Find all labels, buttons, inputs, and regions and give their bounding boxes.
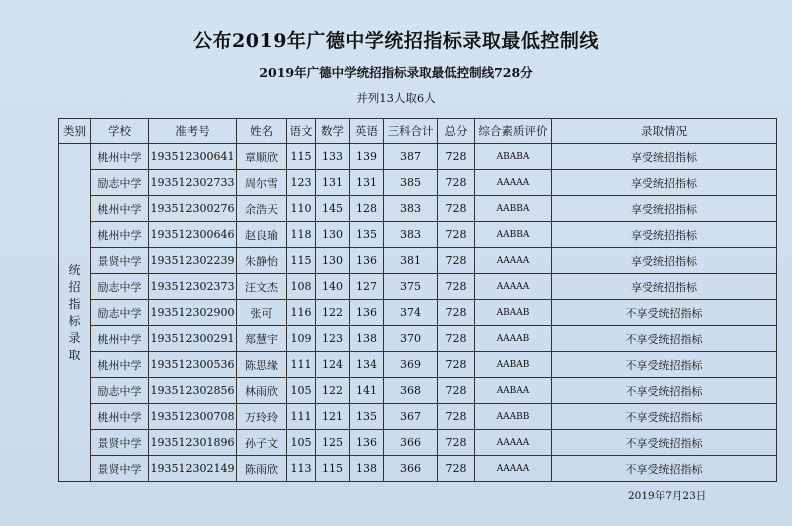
student-name-cell: 汪文杰 xyxy=(237,274,287,300)
student-name-cell: 章顺欣 xyxy=(237,144,287,170)
english-score-cell: 127 xyxy=(350,274,384,300)
english-score-cell: 136 xyxy=(350,248,384,274)
total-score-cell: 728 xyxy=(438,274,475,300)
evaluation-cell: AAABB xyxy=(475,404,552,430)
table-row xyxy=(59,326,777,352)
english-score-cell: 135 xyxy=(350,404,384,430)
evaluation-cell: AAAAA xyxy=(475,456,552,482)
total-score-cell: 728 xyxy=(438,404,475,430)
student-name-cell: 赵良瑜 xyxy=(237,222,287,248)
school-cell: 桃州中学 xyxy=(91,144,149,170)
evaluation-cell: AABAB xyxy=(475,352,552,378)
exam-number-cell: 193512302149 xyxy=(149,456,237,482)
math-score-cell: 122 xyxy=(316,300,350,326)
total-score-cell: 728 xyxy=(438,248,475,274)
admission-status-cell: 享受统招指标 xyxy=(552,170,777,196)
evaluation-cell: AAAAA xyxy=(475,248,552,274)
header-cell: 准考号 xyxy=(149,119,237,144)
table-row xyxy=(59,170,777,196)
school-cell: 桃州中学 xyxy=(91,352,149,378)
student-name-cell: 朱静怡 xyxy=(237,248,287,274)
student-name-cell: 郑慧宇 xyxy=(237,326,287,352)
evaluation-cell: AAAAA xyxy=(475,170,552,196)
three-subject-total-cell: 366 xyxy=(384,430,438,456)
exam-number-cell: 193512302900 xyxy=(149,300,237,326)
admission-note: 并列13人取6人 xyxy=(356,91,436,105)
exam-number-cell: 193512300291 xyxy=(149,326,237,352)
exam-number-cell: 193512302733 xyxy=(149,170,237,196)
school-cell: 桃州中学 xyxy=(91,404,149,430)
chinese-score-cell: 105 xyxy=(287,430,316,456)
english-score-cell: 136 xyxy=(350,430,384,456)
school-cell: 励志中学 xyxy=(91,300,149,326)
school-cell: 励志中学 xyxy=(91,170,149,196)
header-cell: 英语 xyxy=(350,119,384,144)
chinese-score-cell: 109 xyxy=(287,326,316,352)
school-cell: 励志中学 xyxy=(91,274,149,300)
evaluation-cell: AABBA xyxy=(475,222,552,248)
three-subject-total-cell: 385 xyxy=(384,170,438,196)
three-subject-total-cell: 383 xyxy=(384,196,438,222)
english-score-cell: 134 xyxy=(350,352,384,378)
table-row xyxy=(59,404,777,430)
chinese-score-cell: 113 xyxy=(287,456,316,482)
student-name-cell: 万玲玲 xyxy=(237,404,287,430)
header-cell: 录取情况 xyxy=(552,119,777,144)
admission-status-cell: 享受统招指标 xyxy=(552,196,777,222)
admission-status-cell: 享受统招指标 xyxy=(552,144,777,170)
english-score-cell: 138 xyxy=(350,326,384,352)
table-header-row xyxy=(59,119,777,144)
three-subject-total-cell: 387 xyxy=(384,144,438,170)
three-subject-total-cell: 370 xyxy=(384,326,438,352)
three-subject-total-cell: 381 xyxy=(384,248,438,274)
admission-status-cell: 不享受统招指标 xyxy=(552,378,777,404)
student-name-cell: 孙子文 xyxy=(237,430,287,456)
math-score-cell: 124 xyxy=(316,352,350,378)
school-cell: 桃州中学 xyxy=(91,196,149,222)
evaluation-cell: ABABA xyxy=(475,144,552,170)
school-cell: 桃州中学 xyxy=(91,222,149,248)
evaluation-cell: AAAAB xyxy=(475,326,552,352)
student-name-cell: 张可 xyxy=(237,300,287,326)
header-cell: 三科合计 xyxy=(384,119,438,144)
math-score-cell: 122 xyxy=(316,378,350,404)
student-name-cell: 陈雨欣 xyxy=(237,456,287,482)
math-score-cell: 130 xyxy=(316,248,350,274)
total-score-cell: 728 xyxy=(438,300,475,326)
english-score-cell: 136 xyxy=(350,300,384,326)
table-body xyxy=(59,144,777,482)
table-row xyxy=(59,274,777,300)
school-cell: 景贤中学 xyxy=(91,456,149,482)
chinese-score-cell: 111 xyxy=(287,352,316,378)
total-score-cell: 728 xyxy=(438,144,475,170)
exam-number-cell: 193512300646 xyxy=(149,222,237,248)
english-score-cell: 138 xyxy=(350,456,384,482)
math-score-cell: 115 xyxy=(316,456,350,482)
admission-status-cell: 享受统招指标 xyxy=(552,274,777,300)
header-cell: 语文 xyxy=(287,119,316,144)
admission-status-cell: 不享受统招指标 xyxy=(552,326,777,352)
three-subject-total-cell: 369 xyxy=(384,352,438,378)
exam-number-cell: 193512302373 xyxy=(149,274,237,300)
header-cell: 姓名 xyxy=(237,119,287,144)
math-score-cell: 130 xyxy=(316,222,350,248)
exam-number-cell: 193512300708 xyxy=(149,404,237,430)
three-subject-total-cell: 374 xyxy=(384,300,438,326)
math-score-cell: 133 xyxy=(316,144,350,170)
chinese-score-cell: 116 xyxy=(287,300,316,326)
chinese-score-cell: 115 xyxy=(287,248,316,274)
total-score-cell: 728 xyxy=(438,456,475,482)
school-cell: 景贤中学 xyxy=(91,248,149,274)
english-score-cell: 139 xyxy=(350,144,384,170)
table-row xyxy=(59,300,777,326)
exam-number-cell: 193512302856 xyxy=(149,378,237,404)
total-score-cell: 728 xyxy=(438,222,475,248)
admission-table xyxy=(58,118,777,482)
three-subject-total-cell: 375 xyxy=(384,274,438,300)
english-score-cell: 128 xyxy=(350,196,384,222)
total-score-cell: 728 xyxy=(438,170,475,196)
total-score-cell: 728 xyxy=(438,352,475,378)
admission-status-cell: 不享受统招指标 xyxy=(552,300,777,326)
chinese-score-cell: 118 xyxy=(287,222,316,248)
total-score-cell: 728 xyxy=(438,378,475,404)
english-score-cell: 141 xyxy=(350,378,384,404)
chinese-score-cell: 105 xyxy=(287,378,316,404)
table-row xyxy=(59,430,777,456)
english-score-cell: 131 xyxy=(350,170,384,196)
exam-number-cell: 193512301896 xyxy=(149,430,237,456)
exam-number-cell: 193512300641 xyxy=(149,144,237,170)
chinese-score-cell: 108 xyxy=(287,274,316,300)
admission-status-cell: 不享受统招指标 xyxy=(552,404,777,430)
table-row xyxy=(59,248,777,274)
admission-status-cell: 不享受统招指标 xyxy=(552,456,777,482)
chinese-score-cell: 110 xyxy=(287,196,316,222)
school-cell: 桃州中学 xyxy=(91,326,149,352)
header-cell: 综合素质评价 xyxy=(475,119,552,144)
page-title: 公布2019年广德中学统招指标录取最低控制线 xyxy=(193,30,599,52)
math-score-cell: 123 xyxy=(316,326,350,352)
header-cell: 学校 xyxy=(91,119,149,144)
school-cell: 景贤中学 xyxy=(91,430,149,456)
evaluation-cell: ABAAB xyxy=(475,300,552,326)
three-subject-total-cell: 367 xyxy=(384,404,438,430)
student-name-cell: 林雨欣 xyxy=(237,378,287,404)
header-cell: 类别 xyxy=(59,119,91,144)
three-subject-total-cell: 383 xyxy=(384,222,438,248)
math-score-cell: 145 xyxy=(316,196,350,222)
math-score-cell: 131 xyxy=(316,170,350,196)
table-row xyxy=(59,222,777,248)
table-row xyxy=(59,456,777,482)
admission-status-cell: 享受统招指标 xyxy=(552,222,777,248)
student-name-cell: 余浩天 xyxy=(237,196,287,222)
student-name-cell: 陈思缘 xyxy=(237,352,287,378)
table-row xyxy=(59,144,777,170)
total-score-cell: 728 xyxy=(438,430,475,456)
table-row xyxy=(59,196,777,222)
school-cell: 励志中学 xyxy=(91,378,149,404)
math-score-cell: 125 xyxy=(316,430,350,456)
table-row xyxy=(59,378,777,404)
evaluation-cell: AAAAA xyxy=(475,274,552,300)
math-score-cell: 140 xyxy=(316,274,350,300)
chinese-score-cell: 111 xyxy=(287,404,316,430)
evaluation-cell: AAAAA xyxy=(475,430,552,456)
chinese-score-cell: 123 xyxy=(287,170,316,196)
chinese-score-cell: 115 xyxy=(287,144,316,170)
total-score-cell: 728 xyxy=(438,196,475,222)
table-row xyxy=(59,352,777,378)
header-cell: 总分 xyxy=(438,119,475,144)
admission-status-cell: 不享受统招指标 xyxy=(552,430,777,456)
exam-number-cell: 193512300536 xyxy=(149,352,237,378)
english-score-cell: 135 xyxy=(350,222,384,248)
admission-status-cell: 享受统招指标 xyxy=(552,248,777,274)
admission-status-cell: 不享受统招指标 xyxy=(552,352,777,378)
math-score-cell: 121 xyxy=(316,404,350,430)
three-subject-total-cell: 368 xyxy=(384,378,438,404)
three-subject-total-cell: 366 xyxy=(384,456,438,482)
exam-number-cell: 193512302239 xyxy=(149,248,237,274)
evaluation-cell: AABAA xyxy=(475,378,552,404)
category-cell: 统 招 指 标 录 取 xyxy=(59,144,91,482)
total-score-cell: 728 xyxy=(438,326,475,352)
document-date: 2019年7月23日 xyxy=(628,490,707,502)
header-cell: 数学 xyxy=(316,119,350,144)
evaluation-cell: AABBA xyxy=(475,196,552,222)
student-name-cell: 周尔雪 xyxy=(237,170,287,196)
page-subtitle: 2019年广德中学统招指标录取最低控制线728分 xyxy=(259,65,533,80)
exam-number-cell: 193512300276 xyxy=(149,196,237,222)
